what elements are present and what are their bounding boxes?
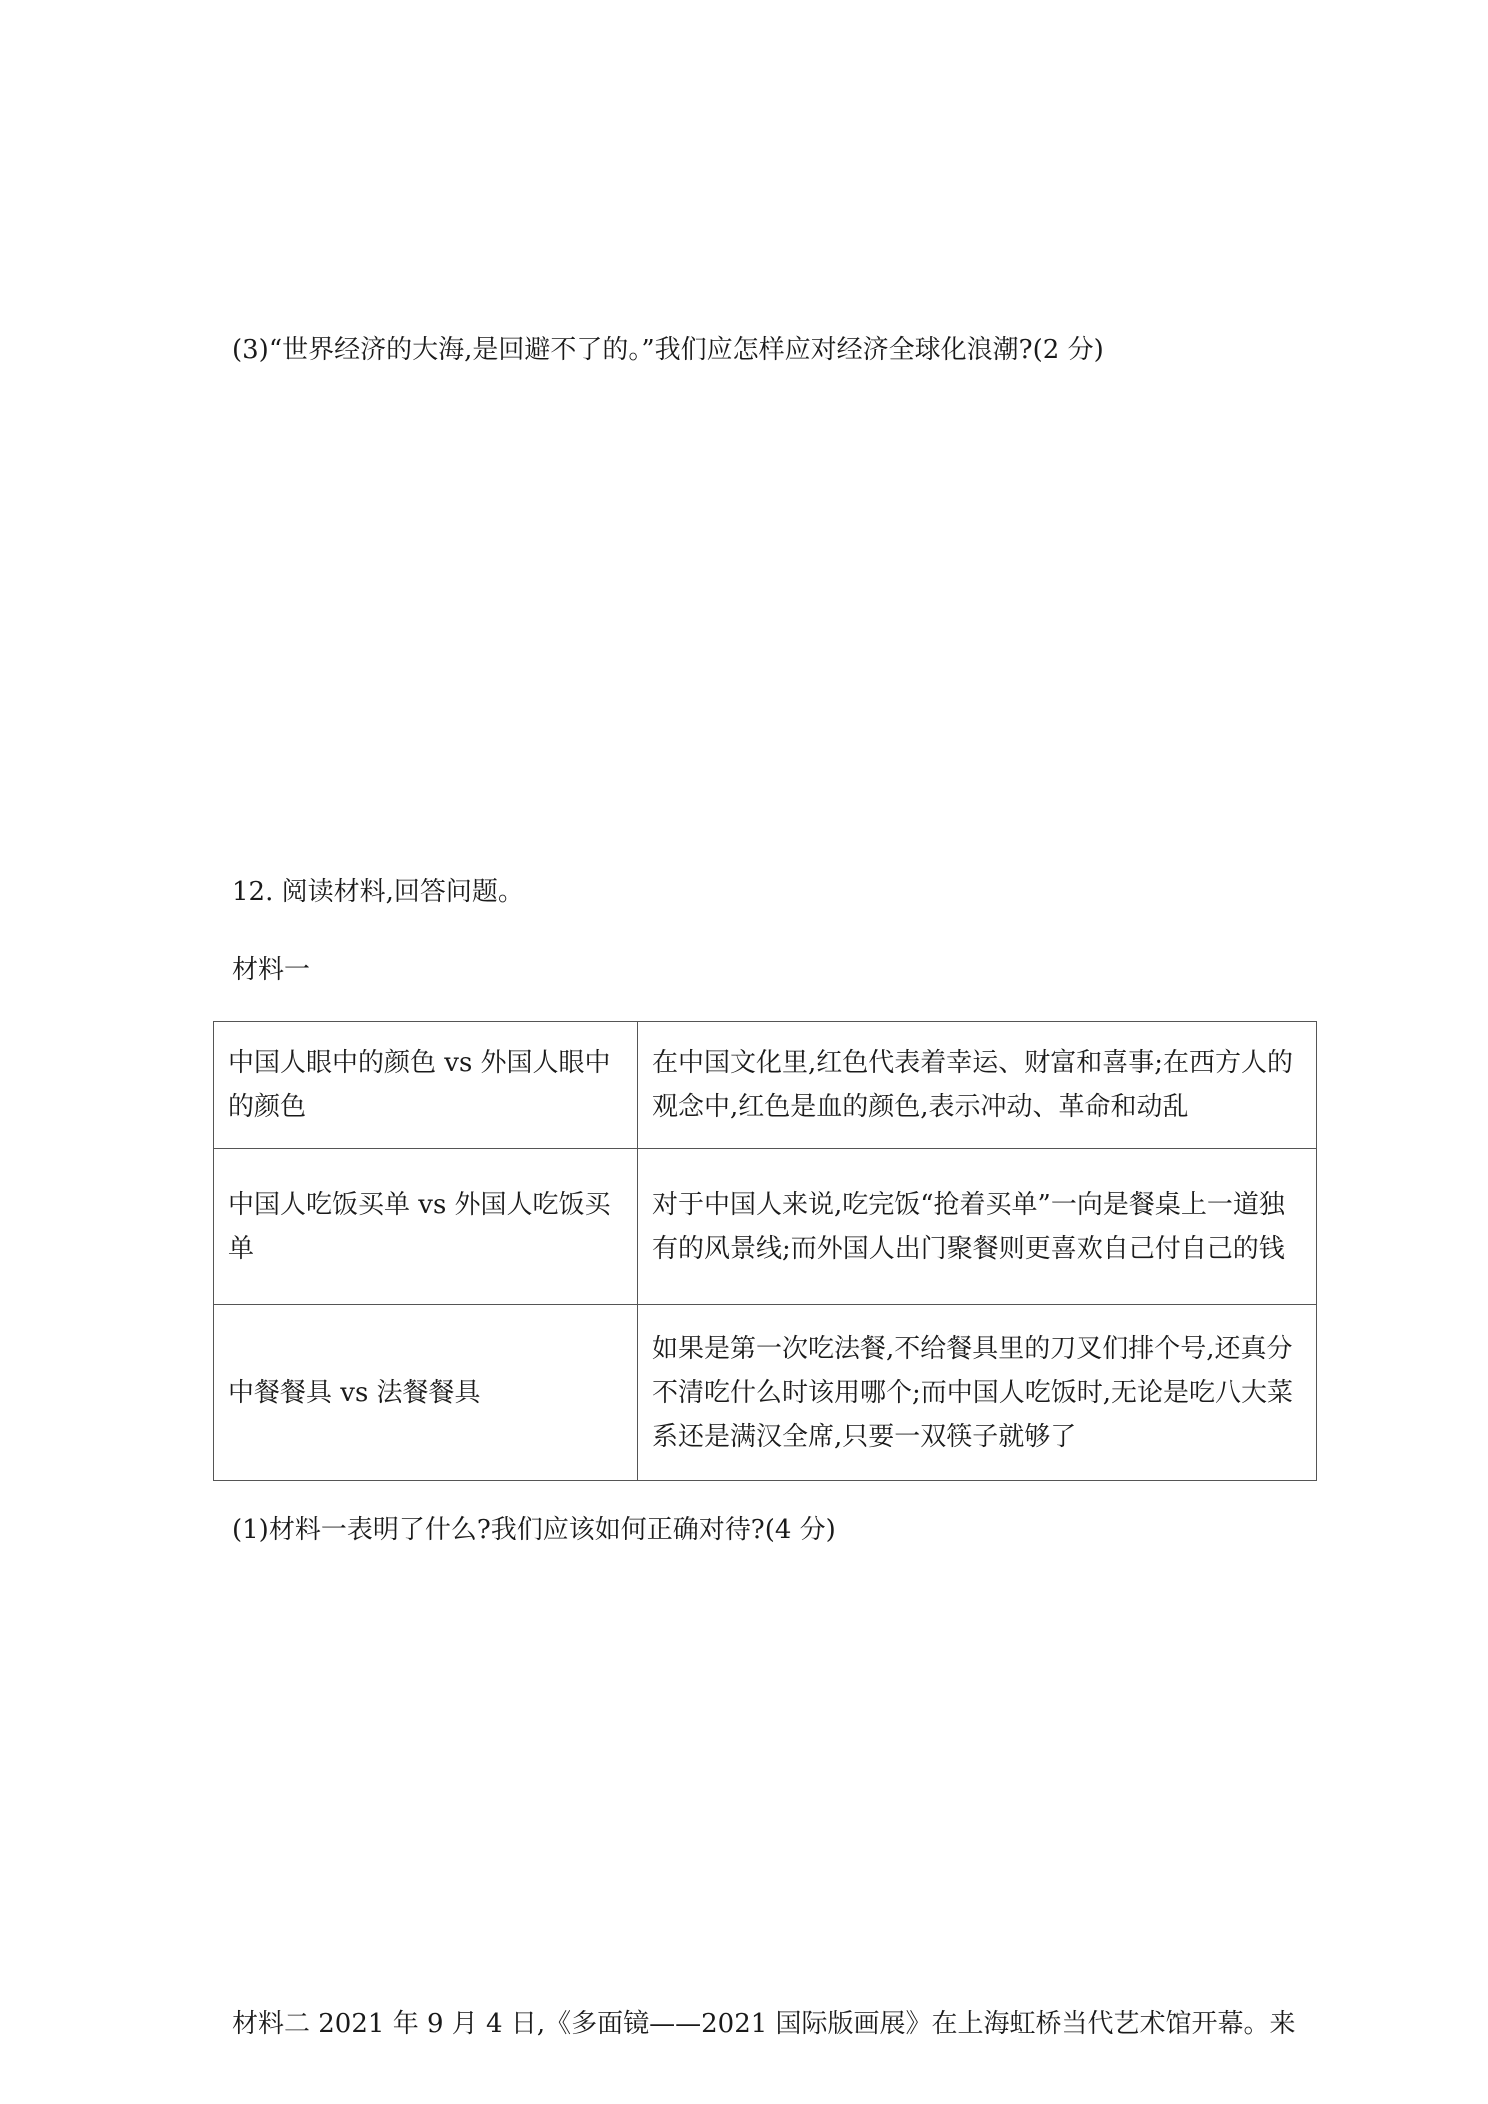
table-row bbox=[214, 1149, 1317, 1305]
material-2-text: 材料二 2021 年 9 月 4 日,《多面镜——2021 国际版画展》在上海虹桥当代艺术馆开幕。来 bbox=[232, 2009, 1296, 2039]
question-12-heading: 12. 阅读材料,回答问题。 bbox=[232, 877, 524, 907]
table-cell-right: 如果是第一次吃法餐,不给餐具里的刀叉们排个号,还真分不清吃什么时该用哪个;而中国人吃饭时,无论是吃八大菜系还是满汉全席,只要一双筷子就够了 bbox=[638, 1305, 1317, 1481]
table-row bbox=[214, 1305, 1317, 1481]
comparison-table bbox=[213, 1021, 1317, 1481]
material-1-label: 材料一 bbox=[232, 955, 311, 985]
question-3: (3)“世界经济的大海,是回避不了的。”我们应怎样应对经济全球化浪潮?(2 分) bbox=[232, 335, 1104, 365]
question-12-1: (1)材料一表明了什么?我们应该如何正确对待?(4 分) bbox=[232, 1515, 836, 1545]
table-cell-left: 中国人吃饭买单 vs 外国人吃饭买单 bbox=[214, 1149, 638, 1305]
table-row bbox=[214, 1022, 1317, 1149]
table-cell-right: 在中国文化里,红色代表着幸运、财富和喜事;在西方人的观念中,红色是血的颜色,表示冲动、革命和动乱 bbox=[638, 1022, 1317, 1149]
table-cell-left: 中国人眼中的颜色 vs 外国人眼中的颜色 bbox=[214, 1022, 638, 1149]
table-cell-right: 对于中国人来说,吃完饭“抢着买单”一向是餐桌上一道独有的风景线;而外国人出门聚餐则更喜欢自己付自己的钱 bbox=[638, 1149, 1317, 1305]
table-cell-left: 中餐餐具 vs 法餐餐具 bbox=[214, 1305, 638, 1481]
